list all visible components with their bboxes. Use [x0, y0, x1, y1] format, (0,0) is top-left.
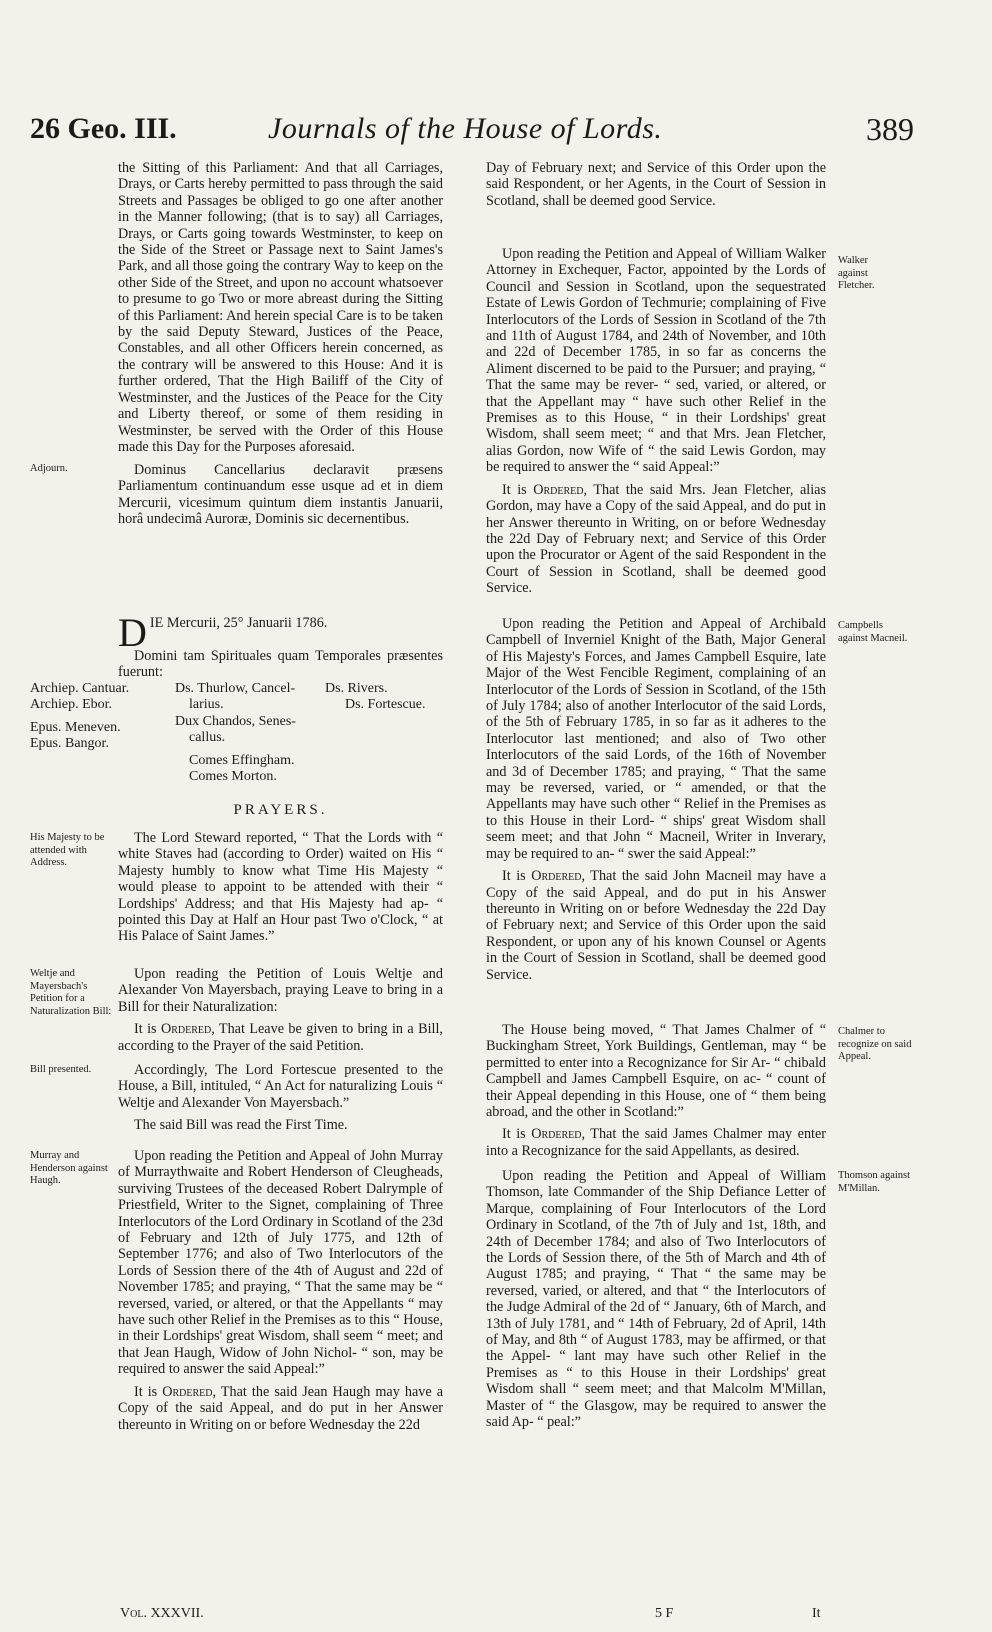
lord-entry: Archiep. Ebor. — [30, 697, 113, 713]
murray-block — [118, 1148, 443, 1433]
right-continuation-block — [486, 160, 826, 209]
footer-catchword: It — [812, 1606, 821, 1621]
murray-order: It is Ordered, That the said Jean Haugh may have a Copy of the said Appeal, and do put in her Answer thereunto in Writing on or before Wednesday the 22d — [118, 1383, 444, 1433]
margin-note-thomson: Thomson against M'Millan. — [838, 1170, 911, 1194]
lord-entry: Epus. Meneven. — [30, 719, 121, 735]
campbell-block — [486, 616, 826, 983]
margin-note-bill-presented: Bill presented. — [30, 1064, 92, 1075]
lord-entry: Dux Chandos, Senes- — [175, 713, 296, 729]
margin-note-chalmer: Chalmer to recognize on said Appeal. — [838, 1026, 912, 1062]
page-number: 389 — [866, 111, 914, 147]
lords-col-2 — [175, 681, 325, 785]
header-title: Journals of the House of Lords. — [268, 112, 663, 145]
thomson-petition: Upon reading the Petition and Appeal of William Thomson, late Commander of the Ship Defiance Letter of Marque, complaining of Four Interlocutors of the Lord Ordinary in Scotland, of the 7th of July and 1st, 18th, and 24th of December 1784; and also of Two Interlocutors of the Lords of Session there, of the 5th of March and 4th of August 1785; and praying, “ That “ the same may be reversed, varied, or altered, and that “ the Interlocutors of the Judge Admiral of the 2d of “ January, 6th of March, and 13th of July 1781, and “ 14th of February, 2d of April, 14th of May, and 8th “ of August 1783, may be affirmed, or that the Appel- “ lant may have such other Relief in the Premises as “ to this House in their Lordships' great Wisdom shall “ seem meet; and that Malcolm M'Millan, Master of “ the Glasgow, may be required to answer the said Ap- “ peal:” — [486, 1168, 826, 1431]
weltje-order: It is Ordered, That Leave be given to bring in a Bill, according to the Prayer of the said Petition. — [118, 1021, 443, 1054]
lord-entry: Ds. Thurlow, Cancel- — [175, 681, 296, 696]
margin-note-his-majesty: His Majesty to be attended with Address. — [30, 832, 105, 868]
right-continuation: Day of February next; and Service of this Order upon the said Respondent, or her Agents, in the Court of Session in Scotland, shall be deemed good Service. — [486, 160, 826, 209]
murray-petition: Upon reading the Petition and Appeal of John Murray of Murraythwaite and Robert Henderson of Cleugheads, surviving Trustees of the deceased Robert Dalrymple of Priestfield, Writer to the Signet, complaining of Three Interlocutors of the Lord Ordinary in Scotland of the 23d of February and 12th of July 1775, and 12th of September 1776; and also of Two Interlocutors of the Lords of Session there of the 4th of August and 22d of November 1785; and praying, “ That the same may be “ reversed, varied, or altered, or that the Appellants “ may have such other Relief in the Premises as to this “ House, in their Lordships' great Wisdom, shall seem “ meet; and that Jean Haugh, Widow of John Nichol- “ son, may be required to answer the said Appeal:” — [118, 1148, 443, 1378]
steward-block — [118, 830, 443, 945]
lord-entry: Comes Morton. — [189, 769, 277, 785]
chalmer-motion: The House being moved, “ That James Chalmer of “ Buckingham Street, York Buildings, Gentleman, may “ be permitted to enter into a Recognizance for Sir Ar- “ chibald Campbell and James Campbell Esquire, on ac- “ count of their Appeal depending in this House, one of “ them being abroad, and the other in Scotland:” — [486, 1022, 826, 1121]
campbell-petition: Upon reading the Petition and Appeal of Archibald Campbell of Inverniel Knight of the Bath, Major General of His Majesty's Forces, and James Campbell Esquire, late Major of the West Fencible Regiment, complaining of an Interlocutor of the Lords of Session in Scotland, of the 15th of July 1784; also of another Interlocutor of the said Lords, of the 5th of February 1785, in so far as it adheres to the Interlocutor last mentioned; and also of Two other Interlocutors of the said Lords, of the 16th of November and 3d of December 1785; and praying, “ That the same may be reversed, varied, or “ amended, or that the Appellants may have such other “ Relief in the Premises as to this House in their Lord- “ ships' great Wisdom shall seem meet; and that John “ Macneil, Writer in Inverary, may be required to an- “ swer the said Appeal:” — [486, 616, 826, 862]
walker-order: It is Ordered, That the said Mrs. Jean Fletcher, alias Gordon, may have a Copy of the said Appeal, and do put in her Answer thereunto in Writing, on or before Wednesday the 22d Day of February next; and Service of this Order upon the Procurator or Agent of the said Respondent in the Court of Session in Scotland, shall be deemed good Service. — [486, 481, 826, 597]
domini-present: Domini tam Spirituales quam Temporales præsentes fuerunt: — [118, 648, 443, 681]
steward-report: The Lord Steward reported, “ That the Lords with “ white Staves had (according to Order) waited on His “ Majesty humbly to know what Time His Majesty “ would please to appoint to be attended with their “ Lordships' Address; and that His Majesty had ap- “ pointed this Day at Half an Hour past Two o'Clock, “ at His Palace of Saint James.” — [118, 830, 443, 945]
lord-entry: Ds. Fortescue. — [345, 697, 426, 713]
left-paragraph-1: the Sitting of this Parliament: And that all Carriages, Drays, or Carts hereby permitted to pass through the said Streets and Passages be obliged to go one after another in the Manner following; (that is to say) all Carriages, Drays, or Carts going towards Westminster, to keep on the Side of the Street or Passage next to Saint James's Park, and all those going the contrary Way to keep on the other Side of the Street, and upon no account whatsoever to presume to go Two or more abreast during the Sitting of this Parliament: And herein special Care is to be taken by the said Deputy Steward, Justices of the Peace, Constables, and all other Officers herein concerned, as the contrary will be answered to this House: And it is further ordered, That the High Bailiff of the City of Westminster, and the Justices of the Peace for the City and Liberty thereof, or some of them residing in Westminster, be served with the Order of this House made this Day for the Purposes aforesaid. — [118, 160, 443, 455]
prayers-heading: PRAYERS. — [233, 802, 328, 818]
thomson-block — [486, 1168, 826, 1431]
margin-note-walker: Walker against Fletcher. — [838, 255, 875, 291]
campbell-order: It is Ordered, That the said John Macneil may have a Copy of the said Appeal, and do put in his Answer thereunto in Writing on or before Wednesday the 22d Day of February next; and Service of this Order upon the said Respondent, or upon any of his known Counsel or Agents in the Court of Session in Scotland, shall be deemed good Service. — [486, 868, 826, 983]
weltje-petition: Upon reading the Petition of Louis Weltje and Alexander Von Mayersbach, praying Leave to bring in a Bill for their Naturalization: — [118, 966, 443, 1015]
margin-note-adjourn: Adjourn. — [30, 463, 68, 474]
margin-note-campbells: Campbells against Macneil. — [838, 620, 908, 644]
left-column-top — [118, 160, 443, 455]
walker-petition: Upon reading the Petition and Appeal of William Walker Attorney in Exchequer, Factor, appointed by the Lords of Council and Session in Scotland, upon the sequestrated Estate of Lewis Gordon of Techmurie; complaining of Five Interlocutors of the Lords of Session in Scotland of the 7th and 11th of August 1784, and 24th of November, and 10th and 22d of December 1785, in so far as concerns the Aliment discerned to be paid to the Pursuer; and praying, “ That the same may be rever- “ sed, varied, or altered, or that the Appellant may “ have such other Relief in the Premises as to this House, “ in their Lordships' great Wisdom, shall seem meet; “ and that Mrs. Jean Fletcher, alias Gordon, now Wife of “ the said Lewis Gordon, may be required to answer the “ said Appeal:” — [486, 246, 826, 476]
walker-block — [486, 246, 826, 597]
lord-entry: larius. — [189, 697, 224, 713]
lord-entry: Epus. Bangor. — [30, 736, 109, 752]
lords-col-1 — [30, 681, 150, 753]
drop-cap: D — [118, 610, 147, 655]
chalmer-block — [486, 1022, 826, 1159]
footer-signature: 5 F — [655, 1606, 674, 1621]
header-session: 26 Geo. III. — [30, 112, 177, 145]
weltje-block — [118, 966, 443, 1054]
margin-note-weltje: Weltje and Mayersbach's Petition for a Naturalization Bill: — [30, 968, 112, 1017]
adjourn-block — [118, 462, 443, 528]
chalmer-order: It is Ordered, That the said James Chalmer may enter into a Recognizance for the said Appellants, as desired. — [486, 1126, 827, 1159]
lord-entry: callus. — [189, 730, 226, 746]
footer-volume: Vol. XXXVII. — [120, 1606, 204, 1621]
die-heading: DIE Mercurii, 25° Januarii 1786. — [118, 610, 328, 655]
margin-note-murray: Murray and Henderson against Haugh. — [30, 1150, 108, 1186]
die-heading-block — [118, 610, 443, 655]
bill-block — [118, 1062, 443, 1134]
domini-block — [118, 648, 443, 681]
adjourn-text: Dominus Cancellarius declaravit præsens Parliamentum continuandum esse usque ad et in diem Mercurii, vicesimum quintum diem instantis Januarii, horâ undecimâ Auroræ, Dominis sic decernentibus. — [118, 462, 443, 528]
lord-entry: Archiep. Cantuar. — [30, 681, 130, 696]
lord-entry: Ds. Rivers. — [325, 681, 388, 696]
first-time-text: The said Bill was read the First Time. — [134, 1117, 348, 1134]
lords-col-3 — [325, 681, 445, 714]
lord-entry: Comes Effingham. — [189, 752, 295, 768]
bill-presented-text: Accordingly, The Lord Fortescue presented to the House, a Bill, intituled, “ An Act for naturalizing Louis “ Weltje and Alexander Von Mayersbach.” — [118, 1062, 443, 1111]
